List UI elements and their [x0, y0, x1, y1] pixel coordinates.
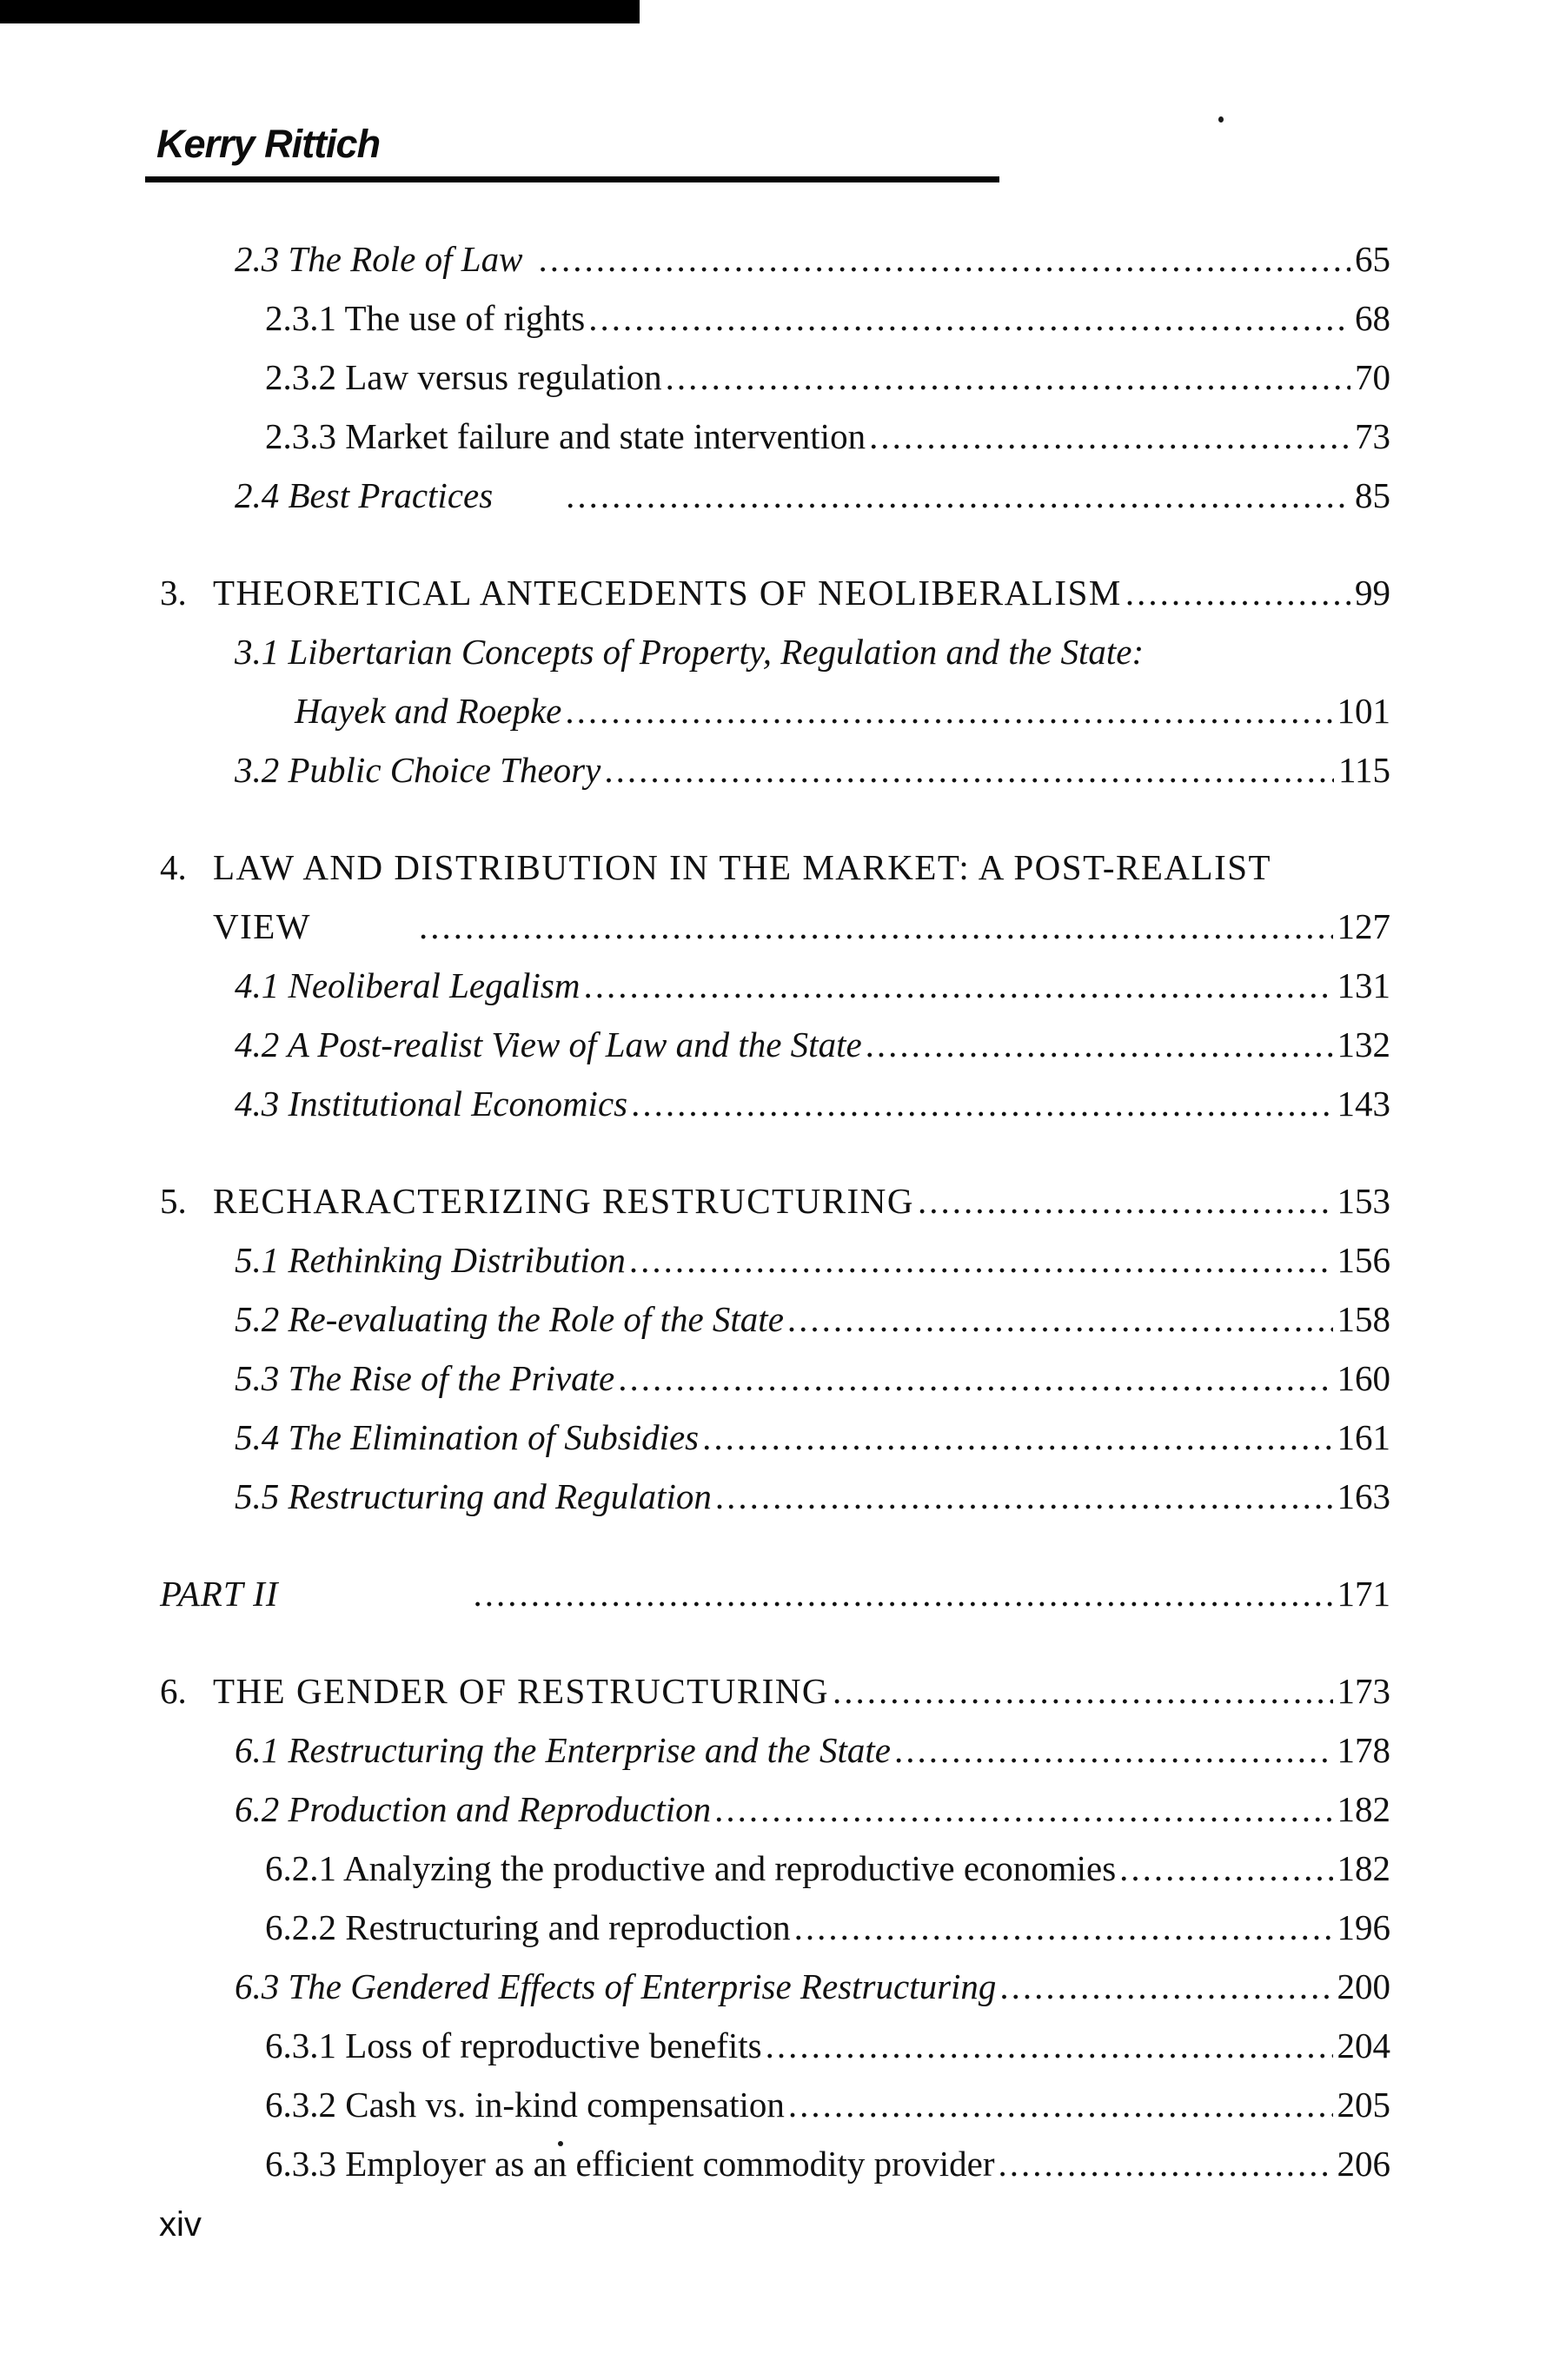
- page-number-folio: xiv: [159, 2205, 202, 2244]
- dot-leader: [604, 740, 1334, 799]
- dot-leader: [588, 288, 1350, 348]
- dot-leader: [702, 1408, 1332, 1467]
- toc-page-number: 182: [1337, 1789, 1390, 1829]
- toc-entry: [0, 897, 1390, 956]
- toc-entry: [0, 407, 1390, 466]
- toc-entry-title: 6.3 The Gendered Effects of Enterprise Restructuring: [235, 1966, 997, 2006]
- toc-page-number: 171: [1337, 1574, 1390, 1614]
- toc-entry-title: 5.4 The Elimination of Subsidies: [235, 1417, 700, 1457]
- scan-artifact-bar: [0, 0, 640, 23]
- toc-page-number: 143: [1337, 1084, 1390, 1124]
- toc-entry-title: LAW AND DISTRIBUTION IN THE MARKET: A POST-REALIST: [213, 847, 1272, 887]
- dot-leader: [869, 407, 1350, 466]
- toc-page-number: 161: [1337, 1417, 1390, 1457]
- toc-entry: [0, 1015, 1390, 1074]
- dot-leader: [566, 466, 1350, 525]
- toc-entry-title: 3.1 Libertarian Concepts of Property, Regulation and the State:: [235, 632, 1145, 672]
- dot-leader: [866, 1015, 1333, 1074]
- toc-entry-title: 4.1 Neoliberal Legalism: [235, 965, 581, 1005]
- toc-section-gap: [0, 1133, 1390, 1171]
- toc-entry: [0, 622, 1390, 681]
- dot-leader: [538, 229, 1350, 288]
- header-rule: [145, 176, 999, 182]
- toc-entry-title: THE GENDER OF RESTRUCTURING: [213, 1671, 830, 1711]
- toc-page-number: 85: [1355, 475, 1390, 515]
- toc-page-number: 99: [1355, 573, 1390, 613]
- toc-page-number: 127: [1337, 906, 1390, 946]
- dot-leader: [794, 1898, 1333, 1957]
- toc-section-gap: [0, 799, 1390, 838]
- toc-entry-title: 6.2.2 Restructuring and reproduction: [265, 1907, 791, 1947]
- toc-entry-title: VIEW: [213, 906, 312, 946]
- toc-entry-title: 6.3.2 Cash vs. in-kind compensation: [265, 2085, 785, 2125]
- toc-entry: [0, 1564, 1390, 1623]
- toc-page-number: 115: [1338, 750, 1390, 790]
- toc: [0, 229, 1390, 2193]
- toc-entry-title: Hayek and Roepke: [295, 691, 562, 731]
- toc-entry: [0, 1171, 1390, 1230]
- dot-leader: [833, 1661, 1332, 1720]
- chapter-number: 5.: [160, 1181, 187, 1221]
- toc-entry: [0, 1720, 1390, 1780]
- toc-entry-title: 2.3.2 Law versus regulation: [265, 357, 662, 397]
- dot-leader: [618, 1349, 1332, 1408]
- toc-entry-title: 2.4 Best Practices: [235, 475, 494, 515]
- toc-page-number: 153: [1337, 1181, 1390, 1221]
- toc-entry: [0, 563, 1390, 622]
- dot-leader: [788, 2075, 1333, 2134]
- toc-entry: [0, 466, 1390, 525]
- toc-page-number: 196: [1337, 1907, 1390, 1947]
- toc-section-gap: [0, 1623, 1390, 1661]
- toc-entry-title: 6.2 Production and Reproduction: [235, 1789, 712, 1829]
- dot-leader: [565, 681, 1332, 740]
- dot-leader: [629, 1230, 1333, 1289]
- dot-leader: [419, 897, 1332, 956]
- dot-leader: [666, 348, 1350, 407]
- toc-entry-title: 2.3 The Role of Law: [235, 239, 523, 279]
- toc-entry: [0, 1898, 1390, 1957]
- toc-page-number: 68: [1355, 298, 1390, 338]
- chapter-number: 3.: [160, 573, 187, 613]
- toc-entry-title: 2.3.3 Market failure and state intervention: [265, 416, 866, 456]
- dot-leader: [999, 1957, 1332, 2016]
- toc-entry: [0, 740, 1390, 799]
- toc-entry-title: 5.2 Re-evaluating the Role of the State: [235, 1299, 784, 1339]
- toc-page-number: 200: [1337, 1966, 1390, 2006]
- chapter-number: 4.: [160, 847, 187, 887]
- toc-entry: [0, 348, 1390, 407]
- toc-entry-title: 5.3 The Rise of the Private: [235, 1358, 615, 1398]
- dot-leader: [766, 2016, 1333, 2075]
- toc-entry-title: 6.3.3 Employer as an efficient commodity provider: [265, 2144, 995, 2184]
- toc-section-gap: [0, 1526, 1390, 1564]
- toc-entry: [0, 956, 1390, 1015]
- toc-entry: [0, 1074, 1390, 1133]
- toc-entry: [0, 2075, 1390, 2134]
- toc-page-number: 101: [1337, 691, 1390, 731]
- running-header-author: Kerry Rittich: [156, 122, 381, 166]
- toc-entry: [0, 681, 1390, 740]
- toc-entry: [0, 1957, 1390, 2016]
- toc-entry-title: 3.2 Public Choice Theory: [235, 750, 601, 790]
- toc-page-number: 73: [1355, 416, 1390, 456]
- toc-entry-title: 4.2 A Post-realist View of Law and the State: [235, 1024, 862, 1064]
- toc-entry: [0, 1839, 1390, 1898]
- toc-entry: [0, 1230, 1390, 1289]
- dot-leader: [1119, 1839, 1332, 1898]
- toc-entry-title: 6.2.1 Analyzing the productive and reproductive economies: [265, 1848, 1117, 1888]
- toc-entry-title: 2.3.1 The use of rights: [265, 298, 586, 338]
- toc-entry-title: 5.5 Restructuring and Regulation: [235, 1476, 712, 1516]
- toc-page-number: 65: [1355, 239, 1390, 279]
- dot-leader: [631, 1074, 1332, 1133]
- dot-leader: [715, 1467, 1333, 1526]
- dot-leader: [918, 1171, 1333, 1230]
- dot-leader: [999, 2134, 1333, 2193]
- toc-entry-title: THEORETICAL ANTECEDENTS OF NEOLIBERALISM: [213, 573, 1122, 613]
- toc-entry: [0, 2134, 1390, 2193]
- toc-entry: [0, 2016, 1390, 2075]
- toc-entry: [0, 1289, 1390, 1349]
- toc-page-number: 132: [1337, 1024, 1390, 1064]
- toc-entry-title: PART II: [160, 1574, 279, 1614]
- toc-page-number: 158: [1337, 1299, 1390, 1339]
- toc-page-number: 163: [1337, 1476, 1390, 1516]
- toc-entry-title: 4.3 Institutional Economics: [235, 1084, 628, 1124]
- dot-leader: [583, 956, 1332, 1015]
- toc-section-gap: [0, 525, 1390, 563]
- toc-entry-title: 6.3.1 Loss of reproductive benefits: [265, 2025, 762, 2065]
- toc-entry: [0, 838, 1390, 897]
- toc-entry: [0, 229, 1390, 288]
- toc-page-number: 173: [1337, 1671, 1390, 1711]
- toc-page-number: 204: [1337, 2025, 1390, 2065]
- dot-leader: [473, 1564, 1332, 1623]
- dot-leader: [787, 1289, 1333, 1349]
- toc-page-number: 131: [1337, 965, 1390, 1005]
- toc-entry-title: 5.1 Rethinking Distribution: [235, 1240, 626, 1280]
- toc-page-number: 178: [1337, 1730, 1390, 1770]
- dot-leader: [1125, 563, 1350, 622]
- dot-leader: [714, 1780, 1332, 1839]
- scan-speck: [1218, 116, 1224, 123]
- dot-leader: [894, 1720, 1333, 1780]
- toc-entry: [0, 1349, 1390, 1408]
- toc-page-number: 206: [1337, 2144, 1390, 2184]
- toc-page-number: 70: [1355, 357, 1390, 397]
- toc-entry: [0, 288, 1390, 348]
- toc-page-number: 156: [1337, 1240, 1390, 1280]
- chapter-number: 6.: [160, 1671, 187, 1711]
- toc-page-number: 160: [1337, 1358, 1390, 1398]
- toc-entry: [0, 1467, 1390, 1526]
- toc-page-number: 182: [1337, 1848, 1390, 1888]
- toc-entry-title: 6.1 Restructuring the Enterprise and the State: [235, 1730, 891, 1770]
- toc-entry: [0, 1780, 1390, 1839]
- toc-entry-title: RECHARACTERIZING RESTRUCTURING: [213, 1181, 914, 1221]
- toc-entry: [0, 1661, 1390, 1720]
- toc-page-number: 205: [1337, 2085, 1390, 2125]
- toc-entry: [0, 1408, 1390, 1467]
